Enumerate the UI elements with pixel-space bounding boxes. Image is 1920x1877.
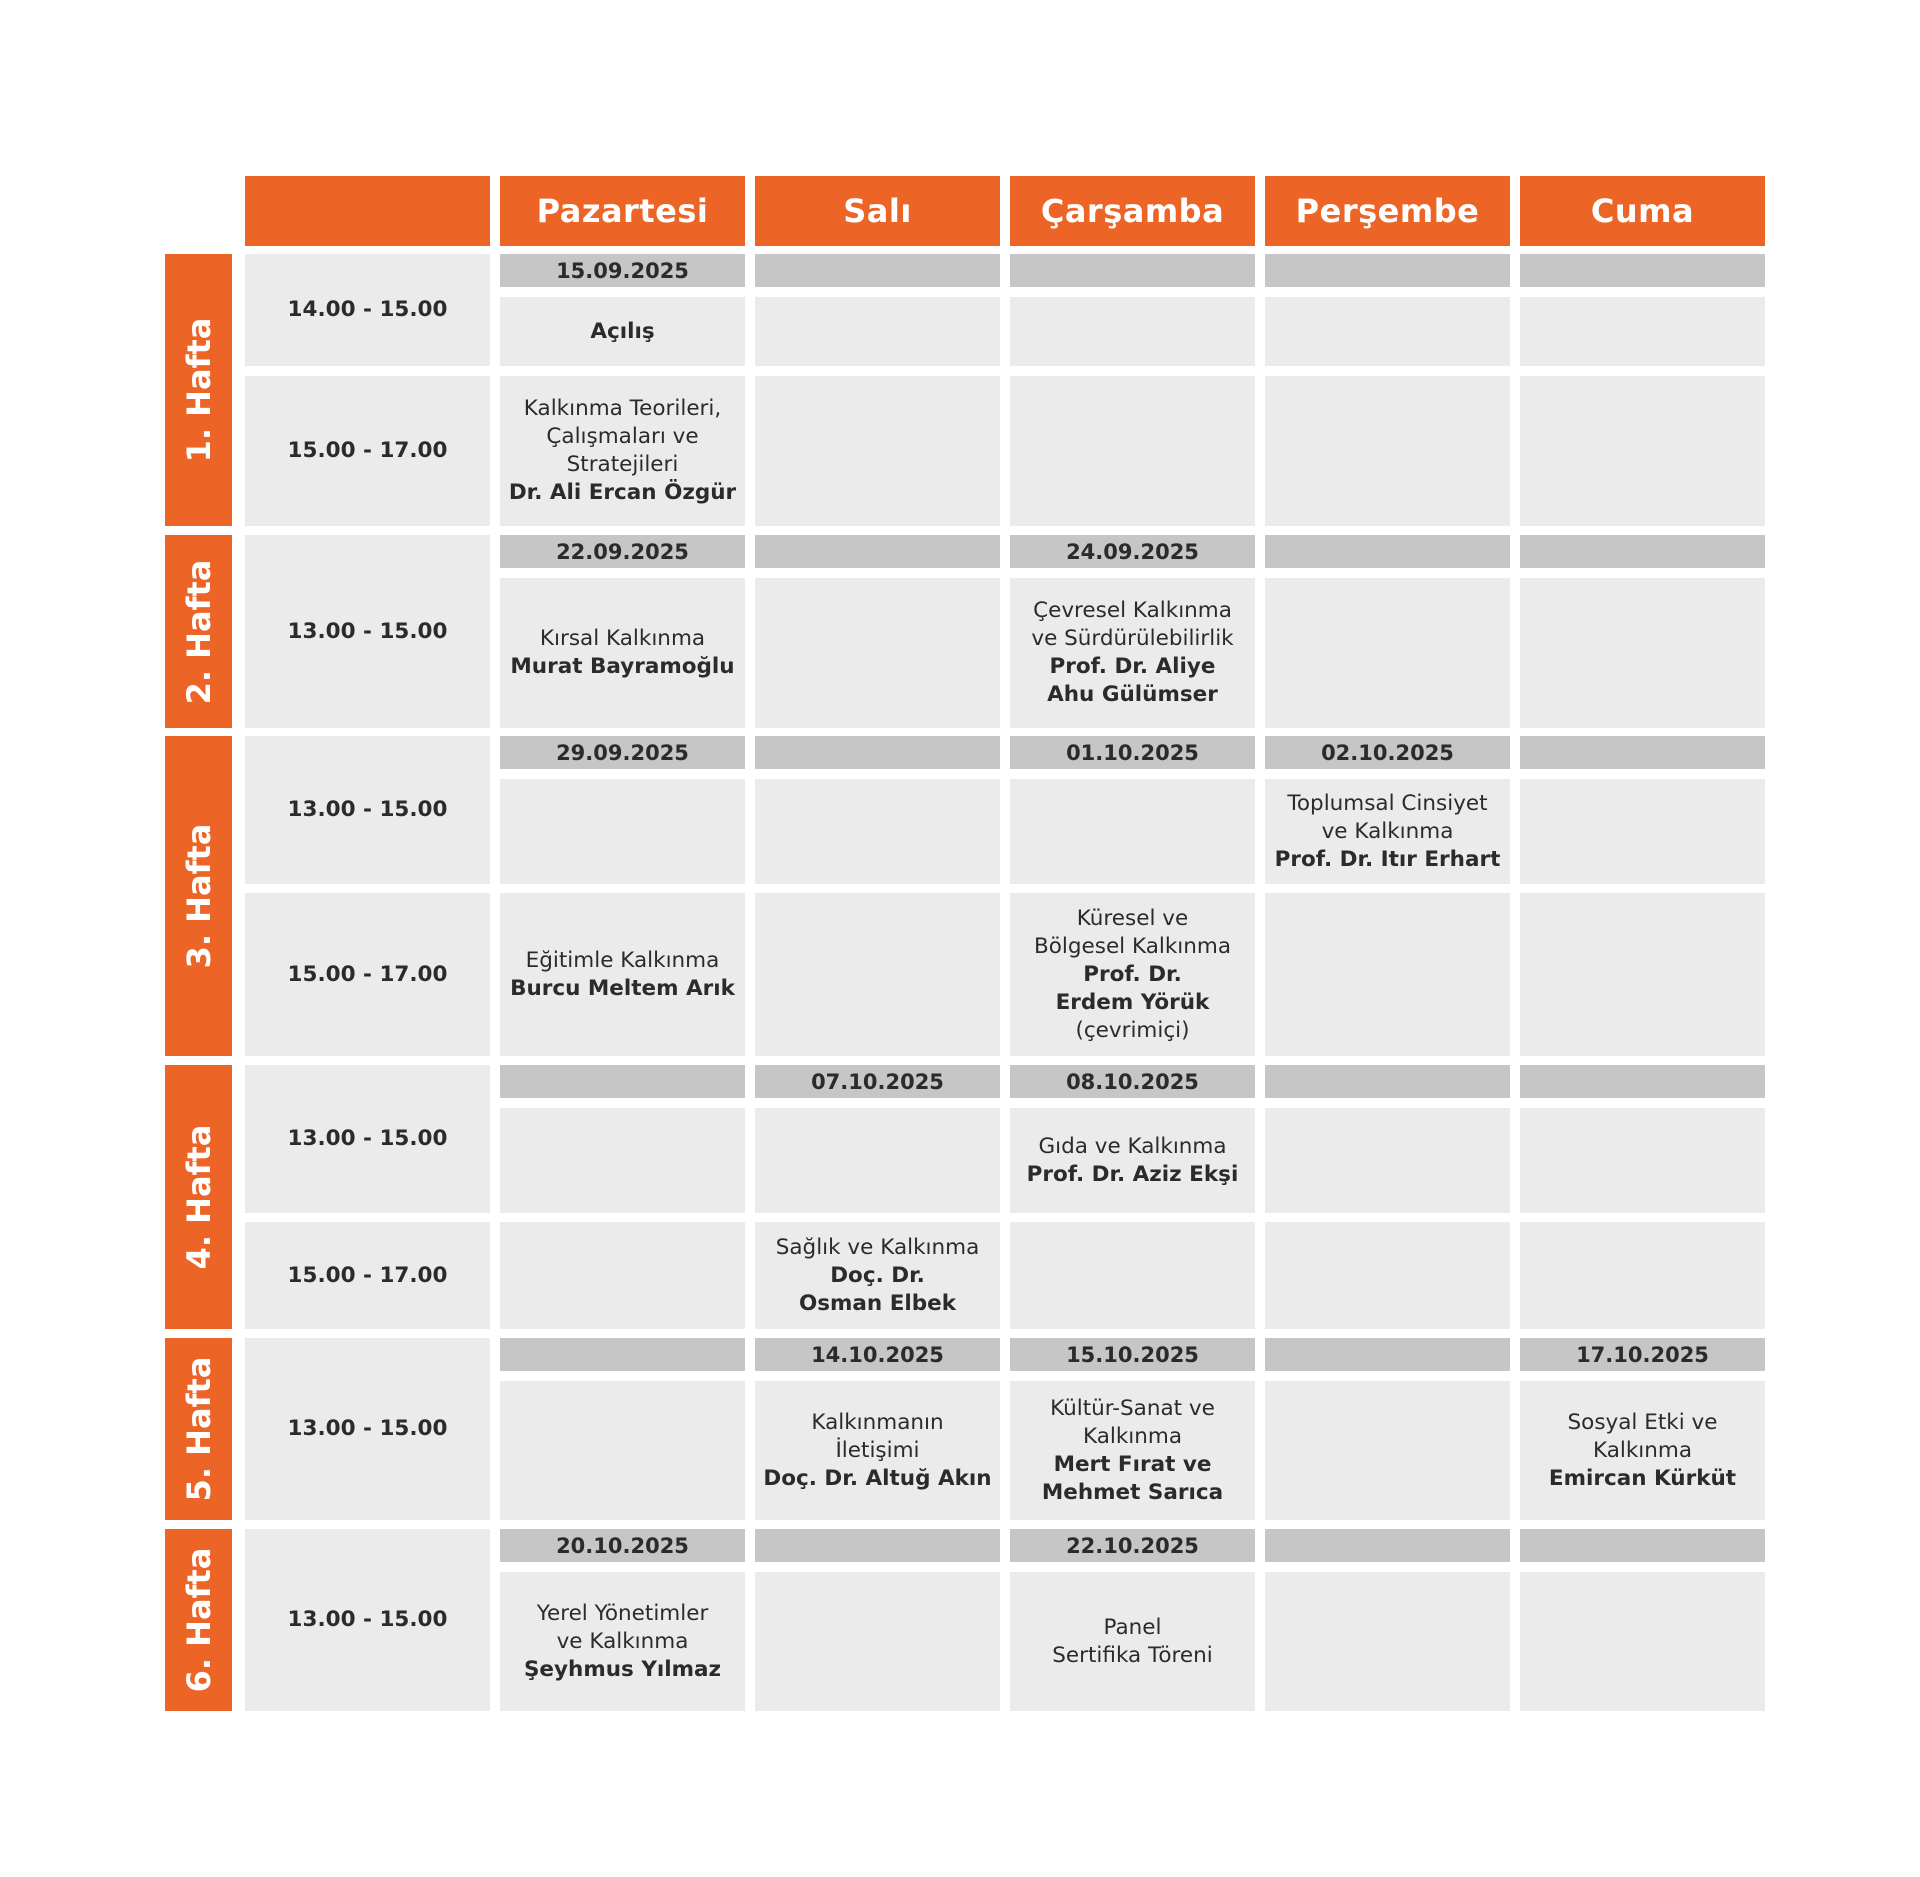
date-bar: 01.10.2025 — [1010, 736, 1255, 769]
session-title: Sosyal Etki ve — [1567, 1409, 1718, 1435]
session-title: Küresel ve — [1076, 905, 1189, 931]
empty-cell — [500, 1381, 745, 1520]
session-title: Sağlık ve Kalkınma — [775, 1234, 980, 1260]
empty-cell — [1265, 893, 1510, 1056]
date-bar: 24.09.2025 — [1010, 535, 1255, 568]
empty-cell — [1265, 297, 1510, 366]
session-title: Çalışmaları ve — [546, 424, 699, 449]
empty-cell — [755, 779, 1000, 884]
empty-cell — [1010, 779, 1255, 884]
date-bar: 02.10.2025 — [1265, 736, 1510, 769]
session-speaker: Mehmet Sarıca — [1041, 1479, 1224, 1505]
session-title: Açılış — [590, 318, 655, 344]
session-speaker: Murat Bayramoğlu — [510, 654, 735, 679]
session-title: Toplumsal Cinsiyet — [1287, 790, 1488, 816]
time-slot: 15.00 - 17.00 — [245, 893, 490, 1056]
session-title: Kalkınma — [1082, 1423, 1183, 1449]
time-slot: 13.00 - 15.00 — [245, 1529, 490, 1711]
date-bar: 20.10.2025 — [500, 1529, 745, 1562]
empty-cell — [1520, 1108, 1765, 1213]
session-speaker: Emircan Kürküt — [1548, 1465, 1737, 1491]
session-title: Kültür-Sanat ve — [1050, 1395, 1215, 1421]
date-bar — [1265, 1529, 1510, 1562]
header-day-wednesday: Çarşamba — [1010, 176, 1255, 246]
empty-cell — [500, 1108, 745, 1213]
date-bar — [500, 1338, 745, 1371]
session-title: Kalkınma — [1592, 1437, 1693, 1463]
session-title: Gıda ve Kalkınma — [1038, 1133, 1227, 1159]
week-label-6: 6. Hafta — [165, 1529, 232, 1711]
date-bar — [755, 736, 1000, 769]
session-cell — [500, 297, 745, 366]
empty-cell — [500, 779, 745, 884]
session-speaker: Doç. Dr. — [830, 1262, 925, 1288]
session-speaker: Osman Elbek — [798, 1290, 957, 1316]
empty-cell — [755, 893, 1000, 1056]
session-title: ve Kalkınma — [1321, 818, 1454, 844]
empty-cell — [1265, 376, 1510, 526]
session-cell — [500, 578, 745, 728]
session-title: Eğitimle Kalkınma — [525, 947, 720, 973]
week-label-1: 1. Hafta — [165, 254, 232, 526]
header-day-monday: Pazartesi — [500, 176, 745, 246]
date-bar — [1520, 535, 1765, 568]
time-slot: 13.00 - 15.00 — [245, 736, 490, 884]
session-note: (çevrimiçi) — [1075, 1017, 1190, 1043]
session-title: İletişimi — [835, 1437, 920, 1463]
empty-cell — [1520, 376, 1765, 526]
session-cell — [1265, 779, 1510, 884]
session-cell — [1010, 1108, 1255, 1213]
session-cell — [500, 893, 745, 1056]
date-bar: 15.10.2025 — [1010, 1338, 1255, 1371]
session-title: Sertifika Töreni — [1052, 1642, 1213, 1668]
time-slot: 13.00 - 15.00 — [245, 1065, 490, 1213]
week-label-5: 5. Hafta — [165, 1338, 232, 1520]
session-cell — [1010, 1381, 1255, 1520]
empty-cell — [1520, 578, 1765, 728]
date-bar — [1010, 254, 1255, 287]
empty-cell — [1265, 1381, 1510, 1520]
session-title: Stratejileri — [566, 452, 679, 477]
time-slot: 15.00 - 17.00 — [245, 1222, 490, 1329]
empty-cell — [755, 1108, 1000, 1213]
session-cell — [1520, 1381, 1765, 1520]
date-bar — [755, 535, 1000, 568]
session-speaker: Dr. Ali Ercan Özgür — [508, 480, 737, 505]
empty-cell — [1265, 578, 1510, 728]
session-cell — [1010, 893, 1255, 1056]
empty-cell — [1265, 1108, 1510, 1213]
date-bar: 22.09.2025 — [500, 535, 745, 568]
date-bar — [1520, 1529, 1765, 1562]
empty-cell — [1265, 1572, 1510, 1711]
session-title: ve Sürdürülebilirlik — [1031, 626, 1234, 651]
empty-cell — [500, 1222, 745, 1329]
date-bar — [1265, 535, 1510, 568]
session-speaker: Prof. Dr. — [1083, 961, 1182, 987]
date-bar — [1265, 254, 1510, 287]
empty-cell — [755, 1572, 1000, 1711]
session-speaker: Erdem Yörük — [1055, 989, 1210, 1015]
date-bar — [755, 254, 1000, 287]
session-title: Kalkınma Teorileri, — [523, 396, 722, 421]
empty-cell — [1520, 1222, 1765, 1329]
date-bar — [1265, 1338, 1510, 1371]
date-bar: 29.09.2025 — [500, 736, 745, 769]
date-bar: 17.10.2025 — [1520, 1338, 1765, 1371]
session-speaker: Mert Fırat ve — [1053, 1451, 1212, 1477]
session-speaker: Prof. Dr. Aziz Ekşi — [1026, 1161, 1239, 1187]
date-bar: 15.09.2025 — [500, 254, 745, 287]
date-bar: 22.10.2025 — [1010, 1529, 1255, 1562]
empty-cell — [1265, 1222, 1510, 1329]
empty-cell — [1520, 893, 1765, 1056]
header-day-thursday: Perşembe — [1265, 176, 1510, 246]
date-bar — [1520, 1065, 1765, 1098]
session-cell — [500, 1572, 745, 1711]
session-title: Çevresel Kalkınma — [1033, 598, 1232, 623]
date-bar — [1520, 254, 1765, 287]
session-cell — [755, 1381, 1000, 1520]
session-title: Bölgesel Kalkınma — [1033, 933, 1232, 959]
session-cell — [755, 1222, 1000, 1329]
time-slot: 13.00 - 15.00 — [245, 535, 490, 728]
time-slot: 13.00 - 15.00 — [245, 1338, 490, 1520]
session-title: Kalkınmanın — [811, 1409, 944, 1435]
session-speaker: Burcu Meltem Arık — [510, 975, 735, 1001]
date-bar — [1265, 1065, 1510, 1098]
empty-cell — [1520, 779, 1765, 884]
empty-cell — [755, 297, 1000, 366]
session-title: Yerel Yönetimler — [536, 1600, 709, 1626]
empty-cell — [1010, 297, 1255, 366]
session-cell — [1010, 1572, 1255, 1711]
date-bar — [1520, 736, 1765, 769]
week-label-2: 2. Hafta — [165, 535, 232, 728]
empty-cell — [1520, 297, 1765, 366]
session-speaker: Ahu Gülümser — [1047, 682, 1218, 707]
session-speaker: Doç. Dr. Altuğ Akın — [763, 1465, 992, 1491]
date-bar — [755, 1529, 1000, 1562]
week-label-4: 4. Hafta — [165, 1065, 232, 1329]
session-speaker: Prof. Dr. Itır Erhart — [1274, 846, 1501, 872]
session-title: Kırsal Kalkınma — [539, 626, 706, 651]
empty-cell — [1010, 1222, 1255, 1329]
empty-cell — [755, 376, 1000, 526]
header-day-tuesday: Salı — [755, 176, 1000, 246]
time-slot: 15.00 - 17.00 — [245, 376, 490, 526]
date-bar: 08.10.2025 — [1010, 1065, 1255, 1098]
session-speaker: Şeyhmus Yılmaz — [523, 1656, 722, 1682]
session-cell — [1010, 578, 1255, 728]
week-label-3: 3. Hafta — [165, 736, 232, 1056]
empty-cell — [755, 578, 1000, 728]
empty-cell — [1010, 376, 1255, 526]
header-day-friday: Cuma — [1520, 176, 1765, 246]
date-bar — [500, 1065, 745, 1098]
date-bar: 14.10.2025 — [755, 1338, 1000, 1371]
session-title: Panel — [1103, 1614, 1162, 1640]
session-speaker: Prof. Dr. Aliye — [1049, 654, 1216, 679]
session-title: ve Kalkınma — [556, 1628, 689, 1654]
session-cell — [500, 376, 745, 526]
empty-cell — [1520, 1572, 1765, 1711]
time-slot: 14.00 - 15.00 — [245, 254, 490, 366]
date-bar: 07.10.2025 — [755, 1065, 1000, 1098]
header-corner — [245, 176, 490, 246]
